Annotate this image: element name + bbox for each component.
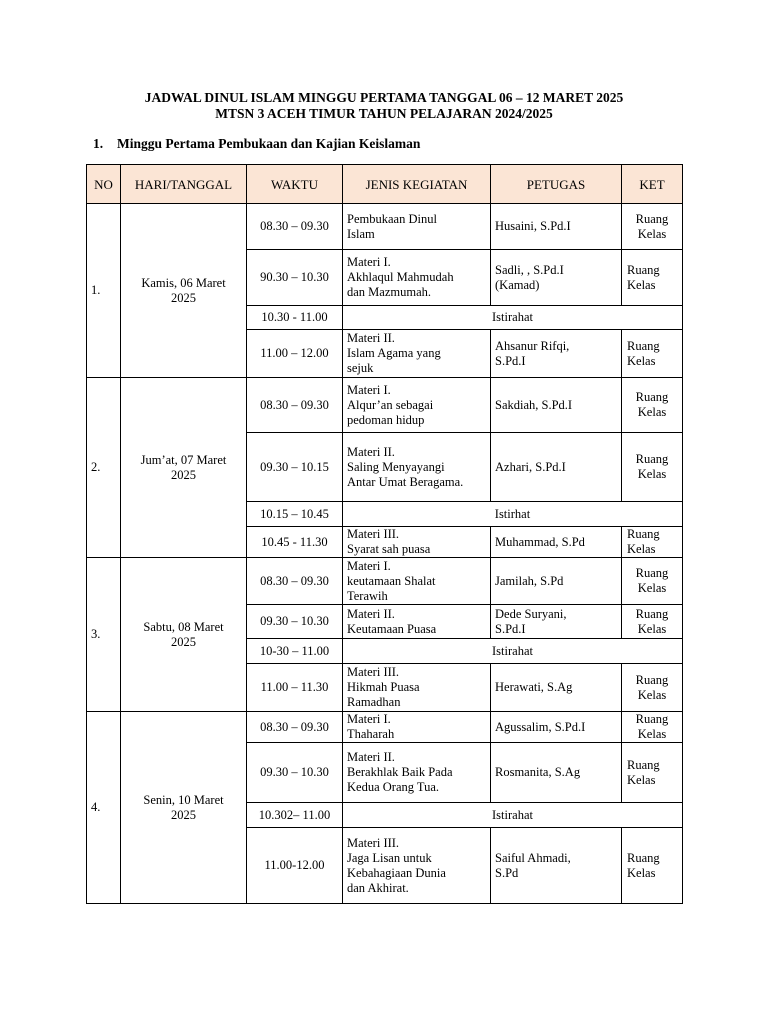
day-date-line: 2025 [171,807,196,822]
ket-cell-line: Ruang [627,527,660,541]
activity-cell-line: Materi III. [347,835,400,850]
ket-cell-line: Ruang [635,211,669,226]
activity-cell-line: Thaharah [347,727,395,741]
activity-cell-line: dan Mazmumah. [347,285,432,299]
time-cell: 11.00 – 12.00 [247,330,343,378]
activity-cell [343,664,491,712]
activity-cell [343,204,491,250]
day-date-line: 2025 [171,467,196,482]
activity-cell-line: pedoman hidup [347,412,425,427]
ket-cell [622,250,683,306]
officer-cell-line: Husaini, S.Pd.I [495,219,571,233]
activity-cell [343,527,491,558]
activity-cell-line: Materi III. [347,665,400,679]
activity-cell-line: Materi I. [347,255,391,269]
ket-cell [622,605,683,639]
ket-cell-line: Kelas [627,865,656,880]
header-no: NO [87,165,121,204]
time-cell: 90.30 – 10.30 [247,250,343,306]
activity-cell [343,828,491,904]
break-cell: Istirahat [343,639,683,664]
time-cell: 08.30 – 09.30 [247,378,343,433]
time-cell: 08.30 – 09.30 [247,204,343,250]
document-title: JADWAL DINUL ISLAM MINGGU PERTAMA TANGGAL 06 – 12 MARET 2025 [144,90,624,105]
ket-cell [622,664,683,712]
time-cell: 10.302– 11.00 [247,803,343,828]
time-cell: 08.30 – 09.30 [247,558,343,605]
officer-cell-line: Dede Suryani, [495,606,567,621]
ket-cell-line: Kelas [637,621,667,636]
officer-cell-line: Agussalim, S.Pd.I [495,719,586,734]
ket-cell-line: Kelas [627,353,656,368]
day-number: 2. [87,378,121,558]
activity-cell-line: Islam [347,226,375,241]
time-cell: 10-30 – 11.00 [247,639,343,664]
ket-cell [622,204,683,250]
time-cell: 10.30 - 11.00 [247,306,343,330]
ket-cell [622,828,683,904]
ket-cell [622,558,683,605]
officer-cell-line: S.Pd.I [495,621,526,636]
officer-cell [491,330,622,378]
activity-cell-line: Materi III. [347,527,400,541]
officer-cell [491,433,622,502]
officer-cell-line: S.Pd.I [495,353,526,368]
activity-cell-line: Materi I. [347,712,391,726]
ket-cell-line: Ruang [635,566,669,580]
ket-cell-line: Ruang [635,672,669,687]
section-heading [93,136,420,152]
time-cell: 11.00-12.00 [247,828,343,904]
activity-cell-line: Saling Menyayangi [347,459,445,474]
day-date-line: Senin, 10 Maret [143,792,224,807]
ket-cell-line: Ruang [635,712,669,726]
activity-cell [343,558,491,605]
section-title: Minggu Pertama Pembukaan dan Kajian Keislaman [117,136,421,151]
ket-cell-line: Ruang [635,390,669,404]
officer-cell-line: Azhari, S.Pd.I [495,459,566,474]
header-activity: JENIS KEGIATAN [343,165,491,204]
time-cell: 09.30 – 10.15 [247,433,343,502]
ket-cell-line: Kelas [637,226,667,241]
activity-cell-line: sejuk [347,361,374,375]
ket-cell [622,378,683,433]
ket-cell-line: Ruang [627,850,660,865]
activity-cell-line: Ramadhan [347,695,401,709]
officer-cell [491,204,622,250]
activity-cell-line: Materi I. [347,382,391,397]
officer-cell [491,828,622,904]
ket-cell-line: Ruang [627,338,660,353]
time-cell: 11.00 – 11.30 [247,664,343,712]
activity-cell-line: Akhlaqul Mahmudah [347,270,454,284]
ket-cell-line: Ruang [627,262,660,277]
time-cell: 08.30 – 09.30 [247,712,343,743]
activity-cell-line: Alqur’an sebagai [347,397,434,412]
header-officer: PETUGAS [491,165,622,204]
activity-cell-line: Terawih [347,588,388,603]
officer-cell [491,743,622,803]
day-date [121,204,247,378]
ket-cell-line: Ruang [627,757,660,772]
day-date-line: Kamis, 06 Maret [141,275,226,290]
officer-cell-line: Herawati, S.Ag [495,680,573,694]
ket-cell-line: Kelas [637,687,667,702]
ket-cell [622,712,683,743]
table-row [87,378,683,433]
break-cell: Istirahat [343,306,683,330]
activity-cell-line: Hikmah Puasa [347,680,420,694]
break-cell: Istirhat [343,502,683,527]
activity-cell [343,605,491,639]
schedule-body [87,204,683,904]
activity-cell-line: Pembukaan Dinul [347,211,437,226]
activity-cell [343,712,491,743]
activity-cell-line: Kebahagiaan Dunia [347,865,446,880]
officer-cell [491,664,622,712]
activity-cell-line: Syarat sah puasa [347,542,431,556]
officer-cell-line: Ahsanur Rifqi, [495,338,570,353]
ket-cell-line: Kelas [627,772,656,787]
officer-cell-line: Rosmanita, S.Ag [495,765,581,779]
activity-cell-line: Kedua Orang Tua. [347,780,440,794]
officer-cell-line: S.Pd [495,865,519,880]
ket-cell-line: Kelas [627,277,656,292]
officer-cell [491,712,622,743]
activity-cell-line: Materi II. [347,331,395,345]
break-cell: Istirahat [343,803,683,828]
day-number: 4. [87,712,121,904]
activity-cell [343,378,491,433]
time-cell: 10.45 - 11.30 [247,527,343,558]
document-subtitle: MTSN 3 ACEH TIMUR TAHUN PELAJARAN 2024/2025 [215,106,553,121]
table-row [87,204,683,250]
officer-cell-line: Saiful Ahmadi, [495,850,571,865]
officer-cell-line: Muhammad, S.Pd [495,534,585,549]
officer-cell [491,558,622,605]
day-date [121,558,247,712]
table-row [87,712,683,743]
activity-cell-line: dan Akhirat. [347,880,409,895]
activity-cell [343,743,491,803]
ket-cell [622,330,683,378]
activity-cell-line: Keutamaan Puasa [347,621,437,636]
activity-cell-line: Jaga Lisan untuk [347,850,432,865]
officer-cell-line: Sakdiah, S.Pd.I [495,397,573,412]
day-date-line: 2025 [171,290,196,305]
ket-cell-line: Kelas [637,405,667,419]
officer-cell [491,527,622,558]
header-ket: KET [622,165,683,204]
ket-cell [622,527,683,558]
table-row [87,558,683,605]
officer-cell-line: Sadli, , S.Pd.I [495,262,564,277]
ket-cell-line: Kelas [637,727,667,741]
ket-cell-line: Ruang [635,606,669,621]
ket-cell-line: Kelas [627,542,656,556]
day-date-line: Sabtu, 08 Maret [143,619,224,634]
officer-cell-line: Jamilah, S.Pd [495,573,564,588]
ket-cell-line: Kelas [637,467,667,481]
activity-cell [343,433,491,502]
ket-cell-line: Kelas [637,581,667,595]
officer-cell [491,605,622,639]
activity-cell-line: Antar Umat Beragama. [347,474,464,489]
day-date-line: Jum’at, 07 Maret [140,452,227,467]
header-day-date: HARI/TANGGAL [121,165,247,204]
day-number: 3. [87,558,121,712]
day-date-line: 2025 [171,634,196,649]
ket-cell-line: Ruang [635,452,669,466]
header-time: WAKTU [247,165,343,204]
schedule-table [86,164,683,904]
officer-cell [491,378,622,433]
time-cell: 10.15 – 10.45 [247,502,343,527]
activity-cell [343,250,491,306]
activity-cell-line: Materi II. [347,444,395,459]
activity-cell-line: Berakhlak Baik Pada [347,765,453,779]
officer-cell-line: (Kamad) [495,277,540,292]
day-number: 1. [87,204,121,378]
day-date [121,712,247,904]
time-cell: 09.30 – 10.30 [247,743,343,803]
activity-cell-line: Materi II. [347,750,395,764]
ket-cell [622,743,683,803]
ket-cell [622,433,683,502]
activity-cell [343,330,491,378]
activity-cell-line: Islam Agama yang [347,346,441,360]
time-cell: 09.30 – 10.30 [247,605,343,639]
table-header-row [87,165,683,204]
officer-cell [491,250,622,306]
activity-cell-line: Materi I. [347,558,391,573]
section-number: 1. [93,136,104,151]
activity-cell-line: keutamaan Shalat [347,573,436,588]
activity-cell-line: Materi II. [347,606,395,621]
day-date [121,378,247,558]
